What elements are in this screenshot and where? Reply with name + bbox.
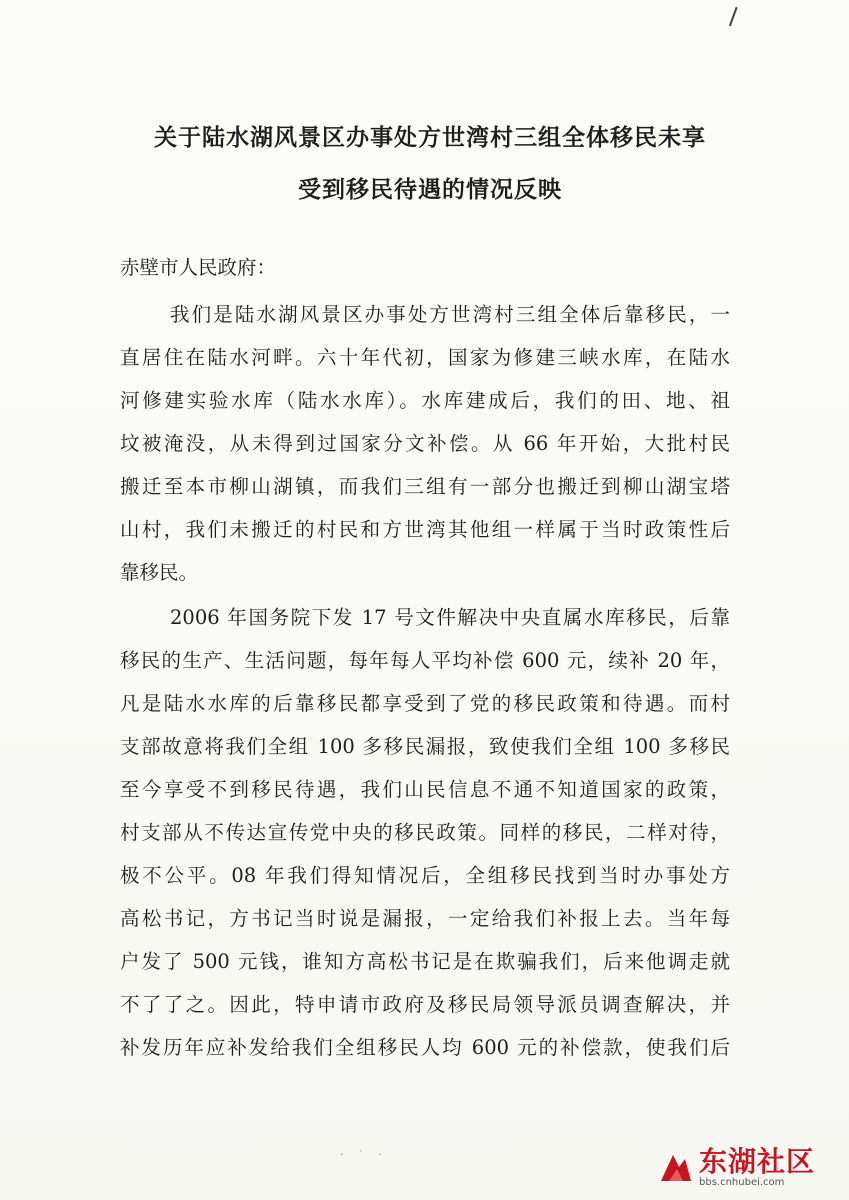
title-line-1: 关于陆水湖风景区办事处方世湾村三组全体移民未享	[154, 125, 706, 151]
body-line: 移民的生产、生活问题，每年每人平均补偿 600 元，续补 20 年，	[120, 649, 730, 672]
body-line: 户发了 500 元钱，谁知方高松书记是在欺骗我们，后来他调走就	[120, 950, 730, 973]
watermark-logo-icon	[659, 1151, 693, 1185]
body-line: 至今享受不到移民待遇，我们山民信息不通不知道国家的政策，	[120, 778, 730, 801]
body-line: 不了了之。因此，特申请市政府及移民局领导派员调查解决，并	[120, 993, 730, 1016]
site-watermark	[659, 1144, 839, 1192]
body-line: 山村，我们未搬迁的村民和方世湾其他组一样属于当时政策性后	[120, 518, 730, 541]
body-line: 极不公平。08 年我们得知情况后，全组移民找到当时办事处方	[120, 864, 730, 887]
pen-mark	[729, 7, 745, 29]
body-line: 村支部从不传达宣传党中央的移民政策。同样的移民，二样对待，	[120, 821, 730, 844]
body-line: 坟被淹没，从未得到过国家分文补偿。从 66 年开始，大批村民	[120, 432, 730, 455]
body-line: 靠移民。	[120, 561, 199, 584]
title-line-2: 受到移民待遇的情况反映	[298, 177, 562, 203]
body-line: 支部故意将我们全组 100 多移民漏报，致使我们全组 100 多移民	[120, 735, 730, 758]
body-line: 直居住在陆水河畔。六十年代初，国家为修建三峡水库，在陆水	[120, 346, 730, 369]
body-line: 高松书记，方书记当时说是漏报，一定给我们补报上去。当年每	[120, 907, 730, 930]
watermark-name: 东湖社区	[699, 1145, 816, 1178]
body-line: 我们是陆水湖风景区办事处方世湾村三组全体后靠移民，一	[170, 303, 730, 326]
body-line: 补发历年应补发给我们全组移民人均 600 元的补偿款，使我们后	[120, 1036, 730, 1059]
body-line: 2006 年国务院下发 17 号文件解决中央直属水库移民，后靠	[170, 606, 730, 629]
body-line: 搬迁至本市柳山湖镇，而我们三组有一部分也搬迁到柳山湖宝塔	[120, 475, 730, 498]
salutation: 赤壁市人民政府：	[120, 256, 277, 279]
body-line: 凡是陆水水库的后靠移民都享受到了党的移民政策和待遇。而村	[120, 692, 730, 715]
body-line: 河修建实验水库（陆水水库）。水库建成后，我们的田、地、祖	[120, 389, 730, 412]
scan-specks: · ˙ ·	[340, 1150, 388, 1161]
document-title	[120, 112, 740, 216]
watermark-url: bbs.cnhubei.com	[699, 1177, 785, 1188]
